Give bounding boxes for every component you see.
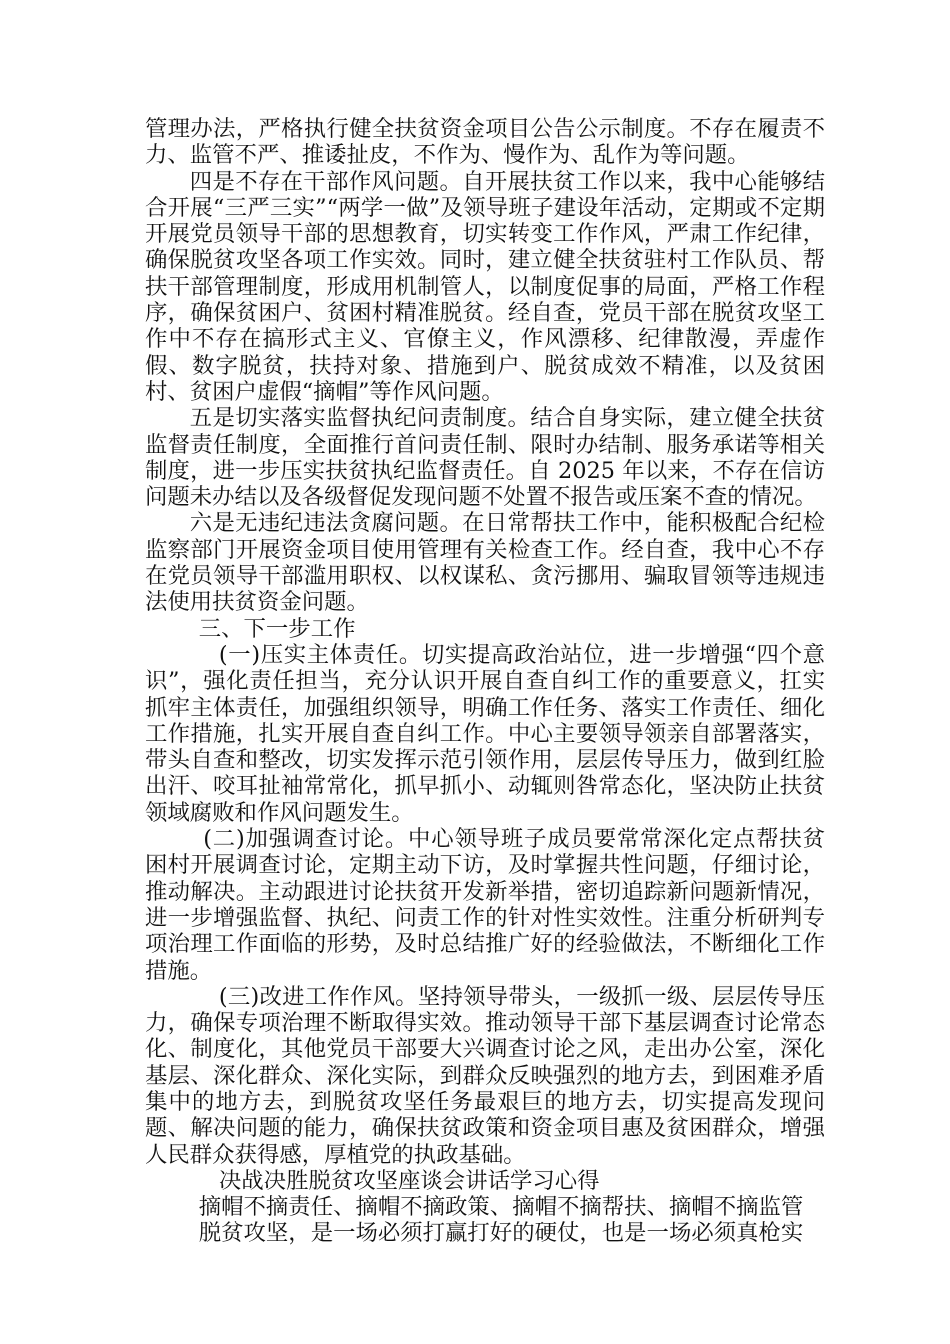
paragraph-supervision: 五是切实落实监督执纪问责制度。结合自身实际，建立健全扶贫监督责任制度，全面推行首问责任制、限时办结制、服务承诺等相关制度，进一步压实扶贫执纪监督责任。自 2025 年以来，不存在信访问题未办结以及各级督促发现问题不处置不报告或压案不查的情况。 [145,405,825,511]
document-body [145,116,825,1247]
paragraph-continuation: 管理办法，严格执行健全扶贫资金项目公告公示制度。不存在履责不力、监管不严、推诿扯皮，不作为、慢作为、乱作为等问题。 [145,116,825,169]
paragraph-work-style: (三)改进工作作风。坚持领导带头，一级抓一级、层层传导压力，确保专项治理不断取得实效。推动领导干部下基层调查讨论常态化、制度化，其他党员干部要大兴调查讨论之风，走出办公室，深化基层、深化群众、深化实际，到群众反映强烈的地方去，到困难矛盾集中的地方去，到脱贫攻坚任务最艰巨的地方去，切实提高发现问题、解决问题的能力，确保扶贫政策和资金项目惠及贫困群众，增强人民群众获得感，厚植党的执政基础。 [145,983,825,1168]
paragraph-cadre-style: 四是不存在干部作风问题。自开展扶贫工作以来，我中心能够结合开展“三严三实”“两学一做”及领导班子建设年活动，定期或不定期开展党员领导干部的思想教育，切实转变工作作风，严肃工作纪律，确保脱贫攻坚各项工作实效。同时，建立健全扶贫驻村工作队员、帮扶干部管理制度，形成用机制管人，以制度促事的局面，严格工作程序，确保贫困户、贫困村精准脱贫。经自查，党员干部在脱贫攻坚工作中不存在搞形式主义、官僚主义，作风漂移、纪律散漫，弄虚作假、数字脱贫，扶持对象、措施到户、脱贫成效不精准，以及贫困村、贫困户虚假“摘帽”等作风问题。 [145,168,825,405]
article-first-line: 脱贫攻坚，是一场必须打赢打好的硬仗，也是一场必须真枪实 [198,1220,804,1247]
article-title: 决战决胜脱贫攻坚座谈会讲话学习心得 [218,1167,600,1194]
paragraph-responsibility: (一)压实主体责任。切实提高政治站位，进一步增强“四个意识”，强化责任担当，充分认识开展自查自纠工作的重要意义，扛实抓牢主体责任，加强组织领导，明确工作任务、落实工作责任、细化工作措施，扎实开展自查自纠工作。中心主要领导领亲自部署落实，带头自查和整改，切实发挥示范引领作用，层层传导压力，做到红脸出汗、咬耳扯袖常常化，抓早抓小、动辄则咎常态化，坚决防止扶贫领域腐败和作风问题发生。 [145,641,825,826]
paragraph-research: (二)加强调查讨论。中心领导班子成员要常常深化定点帮扶贫困村开展调查讨论，定期主动下访，及时掌握共性问题，仔细讨论，推动解决。主动跟进讨论扶贫开发新举措，密切追踪新问题新情况，进一步增强监督、执纪、问责工作的针对性实效性。注重分析研判专项治理工作面临的形势，及时总结推广好的经验做法，不断细化工作措施。 [145,826,825,984]
section-heading-next-steps: 三、下一步工作 [198,615,356,642]
article-subtitle: 摘帽不摘责任、摘帽不摘政策、摘帽不摘帮扶、摘帽不摘监管 [198,1194,804,1221]
paragraph-no-corruption: 六是无违纪违法贪腐问题。在日常帮扶工作中，能积极配合纪检监察部门开展资金项目使用管理有关检查工作。经自查，我中心不存在党员领导干部滥用职权、以权谋私、贪污挪用、骗取冒领等违规违法使用扶贫资金问题。 [145,510,825,616]
